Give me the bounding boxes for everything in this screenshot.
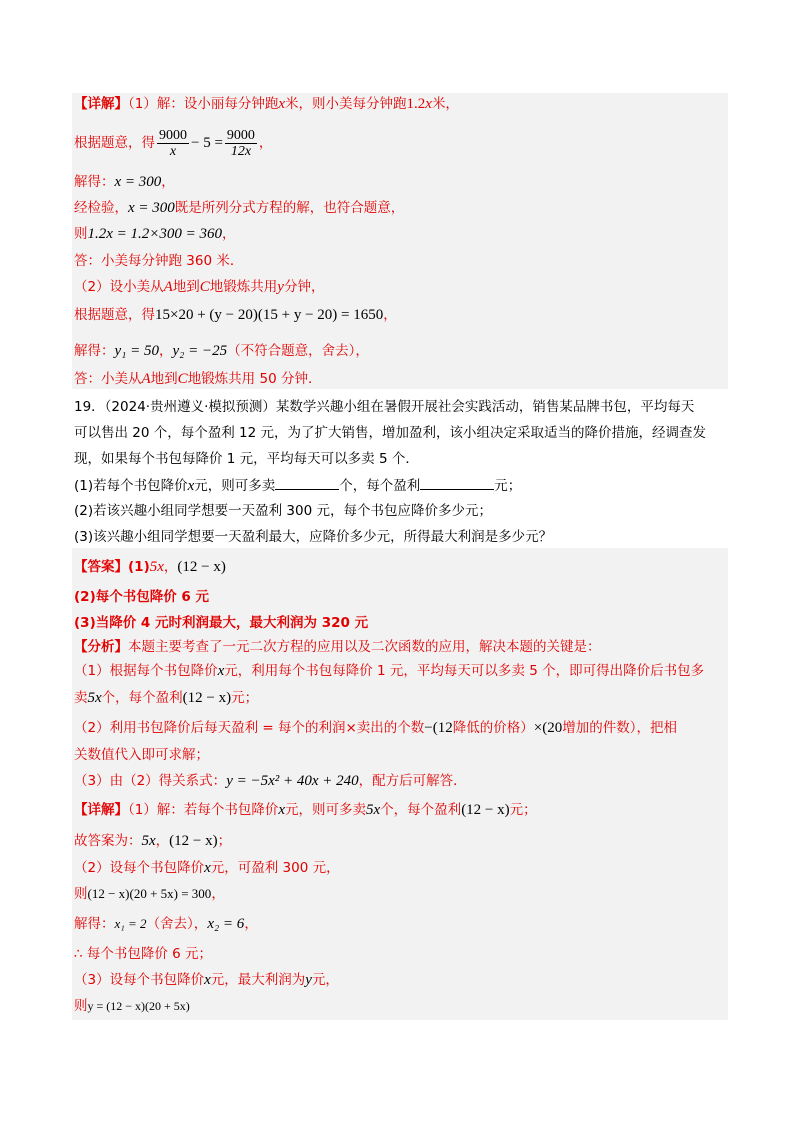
analysis-line-2: （1）根据每个书包降价x元，利用每个书包每降价 1 元，平均每天可以多卖 5 个，即可得出降价后书包多 xyxy=(74,663,705,679)
ans-line-1: 【答案】(1)5x，(12 − x) xyxy=(74,559,226,575)
detail-line-7: （3）设每个书包降价x元，最大利润为y元， xyxy=(74,972,339,988)
p1-line-4: 经检验，x = 300既是所列分式方程的解，也符合题意， xyxy=(74,200,405,216)
p1-line-5: 则1.2x = 1.2×300 = 360， xyxy=(74,226,236,242)
fraction-1: $\frac{9000}{x}$ xyxy=(159,127,187,159)
detail-line-6: ∴ 每个书包降价 6 元； xyxy=(74,946,213,962)
answer-blank-1[interactable] xyxy=(275,475,339,490)
answer-tag: 【答案】 xyxy=(74,559,128,575)
q19-sub-3: (3)该兴趣小组同学想要一天盈利最大，应降价多少元，所得最大利润是多少元？ xyxy=(74,529,553,545)
analysis-line-3: 卖5x个，每个盈利(12 − x)元； xyxy=(74,690,259,706)
detail-line-3: （2）设每个书包降价x元，可盈利 300 元， xyxy=(74,860,340,876)
answer-blank-2[interactable] xyxy=(420,475,494,490)
detail-line-8: 则y = (12 − x)(20 + 5x) xyxy=(74,998,190,1014)
fraction-2: $\frac{9000}{12x}$ xyxy=(226,127,255,159)
q19-line-3: 现，如果每个书包每降价 1 元，平均每天可以多卖 5 个． xyxy=(74,451,419,467)
p1-line-3: 解得：x = 300， xyxy=(74,174,175,190)
analysis-line-1: 【分析】本题主要考查了一元二次方程的应用以及二次函数的应用，解决本题的关键是： xyxy=(74,639,601,655)
q19-sub-2: (2)若该兴趣小组同学想要一天盈利 300 元，每个书包应降价多少元； xyxy=(74,503,492,519)
p1-line-6: 答：小美每分钟跑 360 米． xyxy=(74,253,244,269)
analysis-tag: 【分析】 xyxy=(74,639,128,655)
detail-line-1: 【详解】（1）解：若每个书包降价x元，则可多卖5x个，每个盈利(12 − x)元； xyxy=(74,802,537,818)
q19-line-1: 19．（2024·贵州遵义·模拟预测）某数学兴趣小组在暑假开展社会实践活动，销售某品牌书包，平均每天 xyxy=(74,399,695,415)
p1-line-8: 根据题意，得15×20 + (y − 20)(15 + y − 20) = 1650， xyxy=(74,307,397,323)
p1-line-9: 解得：y₁ = 50，y₂ = −25（不符合题意，舍去）， xyxy=(74,343,369,359)
detail-tag-2: 【详解】 xyxy=(74,802,128,818)
analysis-line-6: （3）由（2）得关系式：y = −5x² + 40x + 240，配方后可解答． xyxy=(74,773,467,789)
p1-line-7: （2）设小美从A地到C地锻炼共用y分钟， xyxy=(74,279,325,295)
analysis-line-4: （2）利用书包降价后每天盈利 = 每个的利润×卖出的个数−(12降低的价格）×(20增加的件数），把相 xyxy=(74,720,677,736)
detail-line-4: 则(12 − x)(20 + 5x) = 300， xyxy=(74,886,225,902)
detail-line-2: 故答案为：5x，(12 − x)； xyxy=(74,833,232,849)
p1-line-10: 答：小美从A地到C地锻炼共用 50 分钟． xyxy=(74,371,322,387)
q19-sub-1: (1)若每个书包降价x元，则可多卖 个，每个盈利 元； xyxy=(74,475,521,496)
p1-line-2: 根据题意，得 $\frac{9000}{x}$ − 5 = $\frac{9000}{12x}$ ， xyxy=(74,127,273,159)
detail-tag: 【详解】 xyxy=(74,96,128,112)
detail-line-5: 解得：x₁ = 2（舍去），x₂ = 6， xyxy=(74,916,258,932)
q19-line-2: 可以售出 20 个，每个盈利 12 元，为了扩大销售，增加盈利，该小组决定采取适当的降价措施，经调查发 xyxy=(74,425,707,441)
ans-line-2: (2)每个书包降价 6 元 xyxy=(74,589,210,605)
p1-line-1: 【详解】（1）解：设小丽每分钟跑x米，则小美每分钟跑1.2x米， xyxy=(74,96,459,112)
analysis-line-5: 关数值代入即可求解； xyxy=(74,747,209,763)
ans-line-3: (3)当降价 4 元时利润最大，最大利润为 320 元 xyxy=(74,615,369,631)
